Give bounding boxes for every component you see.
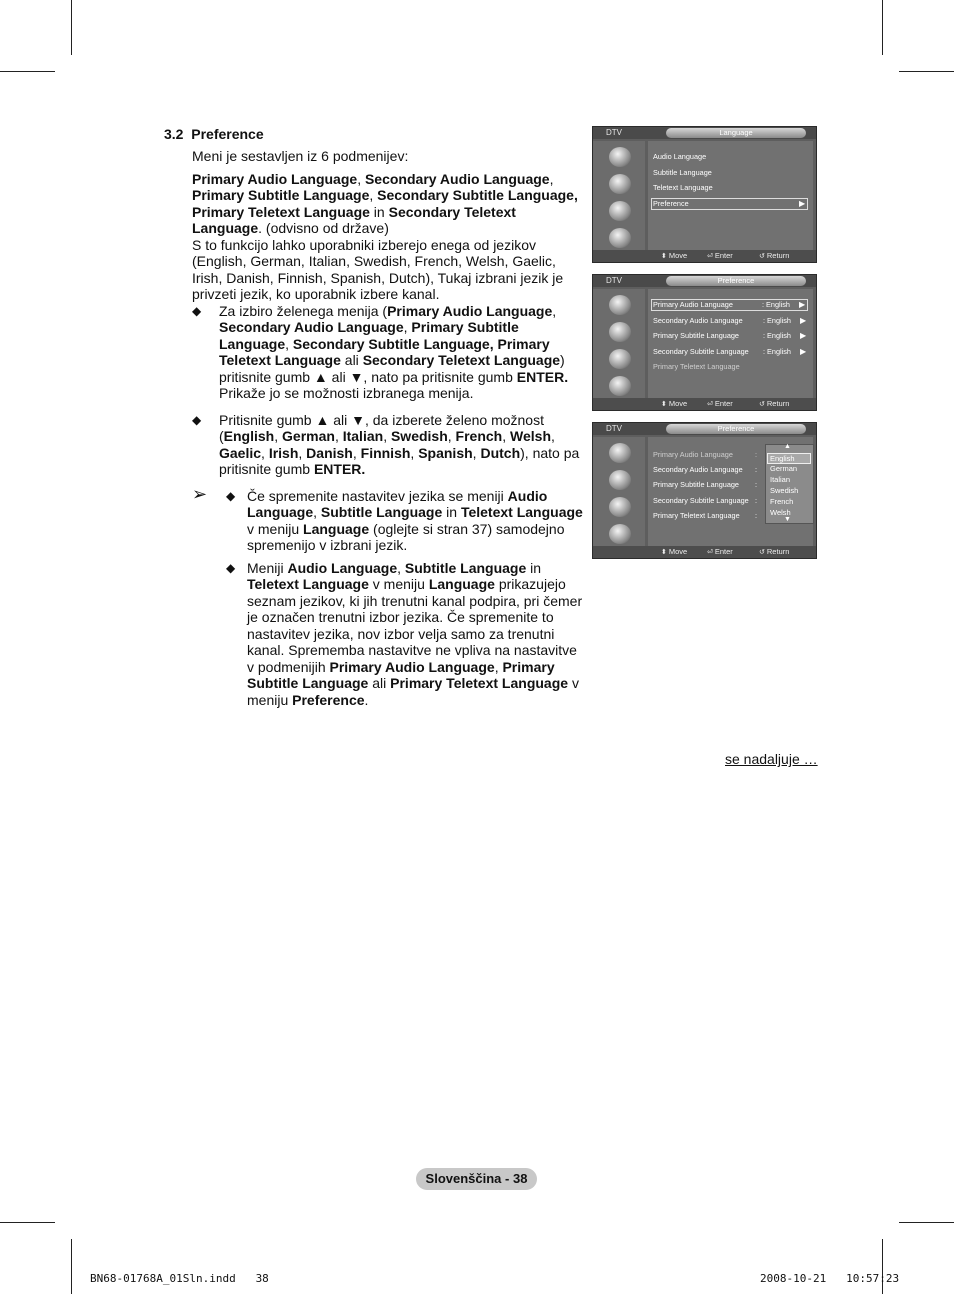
menu-item-secondary-subtitle[interactable] (653, 347, 807, 356)
menu-item-teletext-language[interactable]: Teletext Language (653, 183, 713, 192)
tv-screen-preference-dropdown (592, 422, 817, 559)
sound-icon (609, 470, 631, 490)
screen-top-bar (593, 127, 816, 139)
screen-title: Preference (666, 424, 806, 434)
move-icon: ⬍ (661, 549, 667, 556)
menu-item-primary-teletext[interactable] (653, 362, 740, 371)
hint-enter: ⏎ Enter (707, 547, 733, 556)
diamond-bullet-icon: ◆ (226, 560, 236, 575)
hint-return: ↺ Return (759, 399, 790, 408)
return-icon: ↺ (759, 401, 765, 408)
note-text: Meniji Audio Language, Subtitle Language in Teletext Language v meniju Language prikazujejo seznam jezikov, ki jih trenutni kanal podpira, pri čemer je označen trenutni izbor jezika. Če spremenite to nastavitev jezika, nov izbor velja samo za trenutni kanal. Sprememba nastavitve ne vpliva na nastavitve v podmenijih Primary Audio Language, Primary Subtitle Language ali Primary Teletext Language v meniju Preference. (247, 559, 583, 708)
section-number: 3.2 (164, 126, 184, 142)
screen-title: Preference (666, 276, 806, 286)
dtv-label: DTV (606, 276, 622, 285)
menu-item-value: : English (763, 331, 791, 340)
dtv-label: DTV (606, 424, 622, 433)
menu-item-label: Secondary Audio Language (653, 316, 743, 325)
section-name: Preference (191, 126, 264, 142)
crop-mark (882, 0, 883, 55)
menu-item-subtitle-language[interactable]: Subtitle Language (653, 168, 712, 177)
dropdown-option[interactable]: Italian (770, 475, 791, 484)
sound-icon (609, 174, 631, 194)
crop-mark (71, 1239, 72, 1294)
note-menu-list (192, 560, 584, 709)
menu-item-preference[interactable] (651, 198, 808, 210)
imprint-file: BN68-01768A_01Sln.indd 38 (90, 1272, 269, 1285)
arrow-right-icon: ▶ (800, 347, 807, 356)
menu-item-label: Preference (653, 199, 689, 208)
diamond-bullet-icon: ◆ (192, 412, 202, 427)
sound-icon (609, 322, 631, 342)
menu-icon-column (593, 289, 645, 399)
continued-text: se nadaljuje … (725, 751, 818, 767)
move-icon: ⬍ (661, 253, 667, 260)
menu-item-value: : English (763, 347, 791, 356)
menu-item-primary-teletext[interactable]: Primary Teletext Language : (653, 511, 758, 520)
arrow-right-icon: ▶ (799, 199, 806, 208)
crop-mark (0, 1222, 55, 1223)
enter-icon: ⏎ (707, 549, 713, 556)
diamond-bullet-icon: ◆ (192, 303, 202, 318)
screen-top-bar (593, 275, 816, 287)
hint-return: ↺ Return (759, 547, 790, 556)
return-icon: ↺ (759, 253, 765, 260)
menu-item-label: Primary Audio Language (653, 300, 733, 309)
scroll-up-icon[interactable]: ▲ (784, 443, 791, 450)
crop-mark (71, 0, 72, 55)
menu-item-secondary-audio[interactable]: Secondary Audio Language : (653, 465, 758, 474)
arrow-right-icon: ▶ (800, 331, 807, 340)
bullet-text: Pritisnite gumb ▲ ali ▼, da izberete želeno možnost (English, German, Italian, Swedish, French, Welsh, Gaelic, Irish, Danish, Finnish, Spanish, Dutch), nato pa pritisnite gumb ENTER. (219, 411, 580, 477)
note-language-change (192, 483, 584, 554)
screen-bottom-bar (593, 398, 816, 410)
picture-icon (609, 295, 631, 315)
menu-item-secondary-subtitle[interactable]: Secondary Subtitle Language : (653, 496, 758, 505)
hint-enter: ⏎ Enter (707, 251, 733, 260)
languages-paragraph: S to funkcijo lahko uporabniki izberejo enega od jezikov (English, German, Italian, Swedish, French, Welsh, Gaelic, Irish, Danish, Finnish, Spanish, Dutch), Tukaj izbrani jezik je privzeti jezik, ko uporabnik izbere kanal. (192, 236, 564, 302)
bullet-text: Za izbiro želenega menija (Primary Audio Language, Secondary Audio Language, Primary Subtitle Language, Secondary Subtitle Language, Primary Teletext Language ali Secondary Teletext Language) pritisnite gumb ▲ ali ▼, nato pa pritisnite gumb ENTER. Prikaže jo se možnosti izbranega menija. (219, 302, 569, 401)
tv-screen-language (592, 126, 817, 263)
arrow-right-icon: ▶ (800, 316, 807, 325)
hint-move: ⬍ Move (661, 547, 688, 556)
input-icon (609, 524, 631, 544)
imprint-date: 2008-10-21 10:57:23 (760, 1272, 900, 1285)
crop-mark (0, 71, 55, 72)
menu-item-primary-audio[interactable]: Primary Audio Language : (653, 450, 758, 459)
bullet-select-option (192, 412, 584, 478)
picture-icon (609, 147, 631, 167)
hint-move: ⬍ Move (661, 251, 688, 260)
menu-item-secondary-audio[interactable] (653, 316, 807, 325)
setup-gear-icon (609, 201, 631, 221)
crop-mark (899, 71, 954, 72)
intro-text: Meni je sestavljen iz 6 podmenijev: (192, 148, 409, 164)
screen-top-bar (593, 423, 816, 435)
dropdown-option[interactable]: Swedish (770, 486, 799, 495)
menu-item-primary-subtitle[interactable]: Primary Subtitle Language : (653, 480, 758, 489)
note-arrow-icon: ➢ (192, 483, 208, 504)
crop-mark (882, 1239, 883, 1294)
menu-item-label: Primary Teletext Language (653, 362, 740, 371)
move-icon: ⬍ (661, 401, 667, 408)
menu-item-primary-subtitle[interactable] (653, 331, 807, 340)
section-title (164, 126, 264, 142)
page-footer-badge: Slovenščina - 38 (416, 1168, 537, 1190)
input-icon (609, 376, 631, 396)
menu-icon-column (593, 437, 645, 547)
note-text: Če spremenite nastavitev jezika se meniji Audio Language, Subtitle Language in Teletext Language v meniju Language (oglejte si stran 37) samodejno spremenijo v izbrani jezik. (247, 487, 583, 553)
hint-enter: ⏎ Enter (707, 399, 733, 408)
enter-icon: ⏎ (707, 401, 713, 408)
dropdown-option[interactable]: French (770, 497, 794, 506)
scroll-down-icon[interactable]: ▼ (784, 516, 791, 523)
bullet-select-menu (192, 303, 584, 402)
menu-list (648, 289, 813, 399)
menu-icon-column (593, 141, 645, 251)
dropdown-option[interactable]: English (767, 453, 811, 464)
language-dropdown[interactable] (765, 444, 814, 524)
enter-icon: ⏎ (707, 253, 713, 260)
body-text (192, 148, 584, 708)
hint-move: ⬍ Move (661, 399, 688, 408)
setup-gear-icon (609, 349, 631, 369)
crop-mark (899, 1222, 954, 1223)
menu-item-label: Primary Subtitle Language (653, 331, 739, 340)
tv-screen-preference (592, 274, 817, 411)
menu-item-value: : English (763, 316, 791, 325)
menu-item-label: Secondary Subtitle Language (653, 347, 749, 356)
setup-gear-icon (609, 497, 631, 517)
input-icon (609, 228, 631, 248)
submenus-paragraph: Primary Audio Language, Secondary Audio Language, Primary Subtitle Language, Secondary Subtitle Language, Primary Teletext Language in Secondary Teletext Language. (odvisno od države) (192, 170, 578, 236)
menu-list (648, 141, 813, 251)
dtv-label: DTV (606, 128, 622, 137)
menu-item-audio-language[interactable]: Audio Language (653, 152, 707, 161)
menu-item-primary-audio[interactable] (651, 299, 808, 311)
picture-icon (609, 443, 631, 463)
screen-bottom-bar (593, 546, 816, 558)
dropdown-option[interactable]: Welsh (770, 508, 791, 517)
menu-item-value: : English (762, 300, 790, 309)
dropdown-option[interactable]: German (770, 464, 798, 473)
screen-bottom-bar (593, 250, 816, 262)
return-icon: ↺ (759, 549, 765, 556)
screen-title: Language (666, 128, 806, 138)
hint-return: ↺ Return (759, 251, 790, 260)
diamond-bullet-icon: ◆ (226, 488, 236, 503)
arrow-right-icon: ▶ (799, 300, 806, 309)
